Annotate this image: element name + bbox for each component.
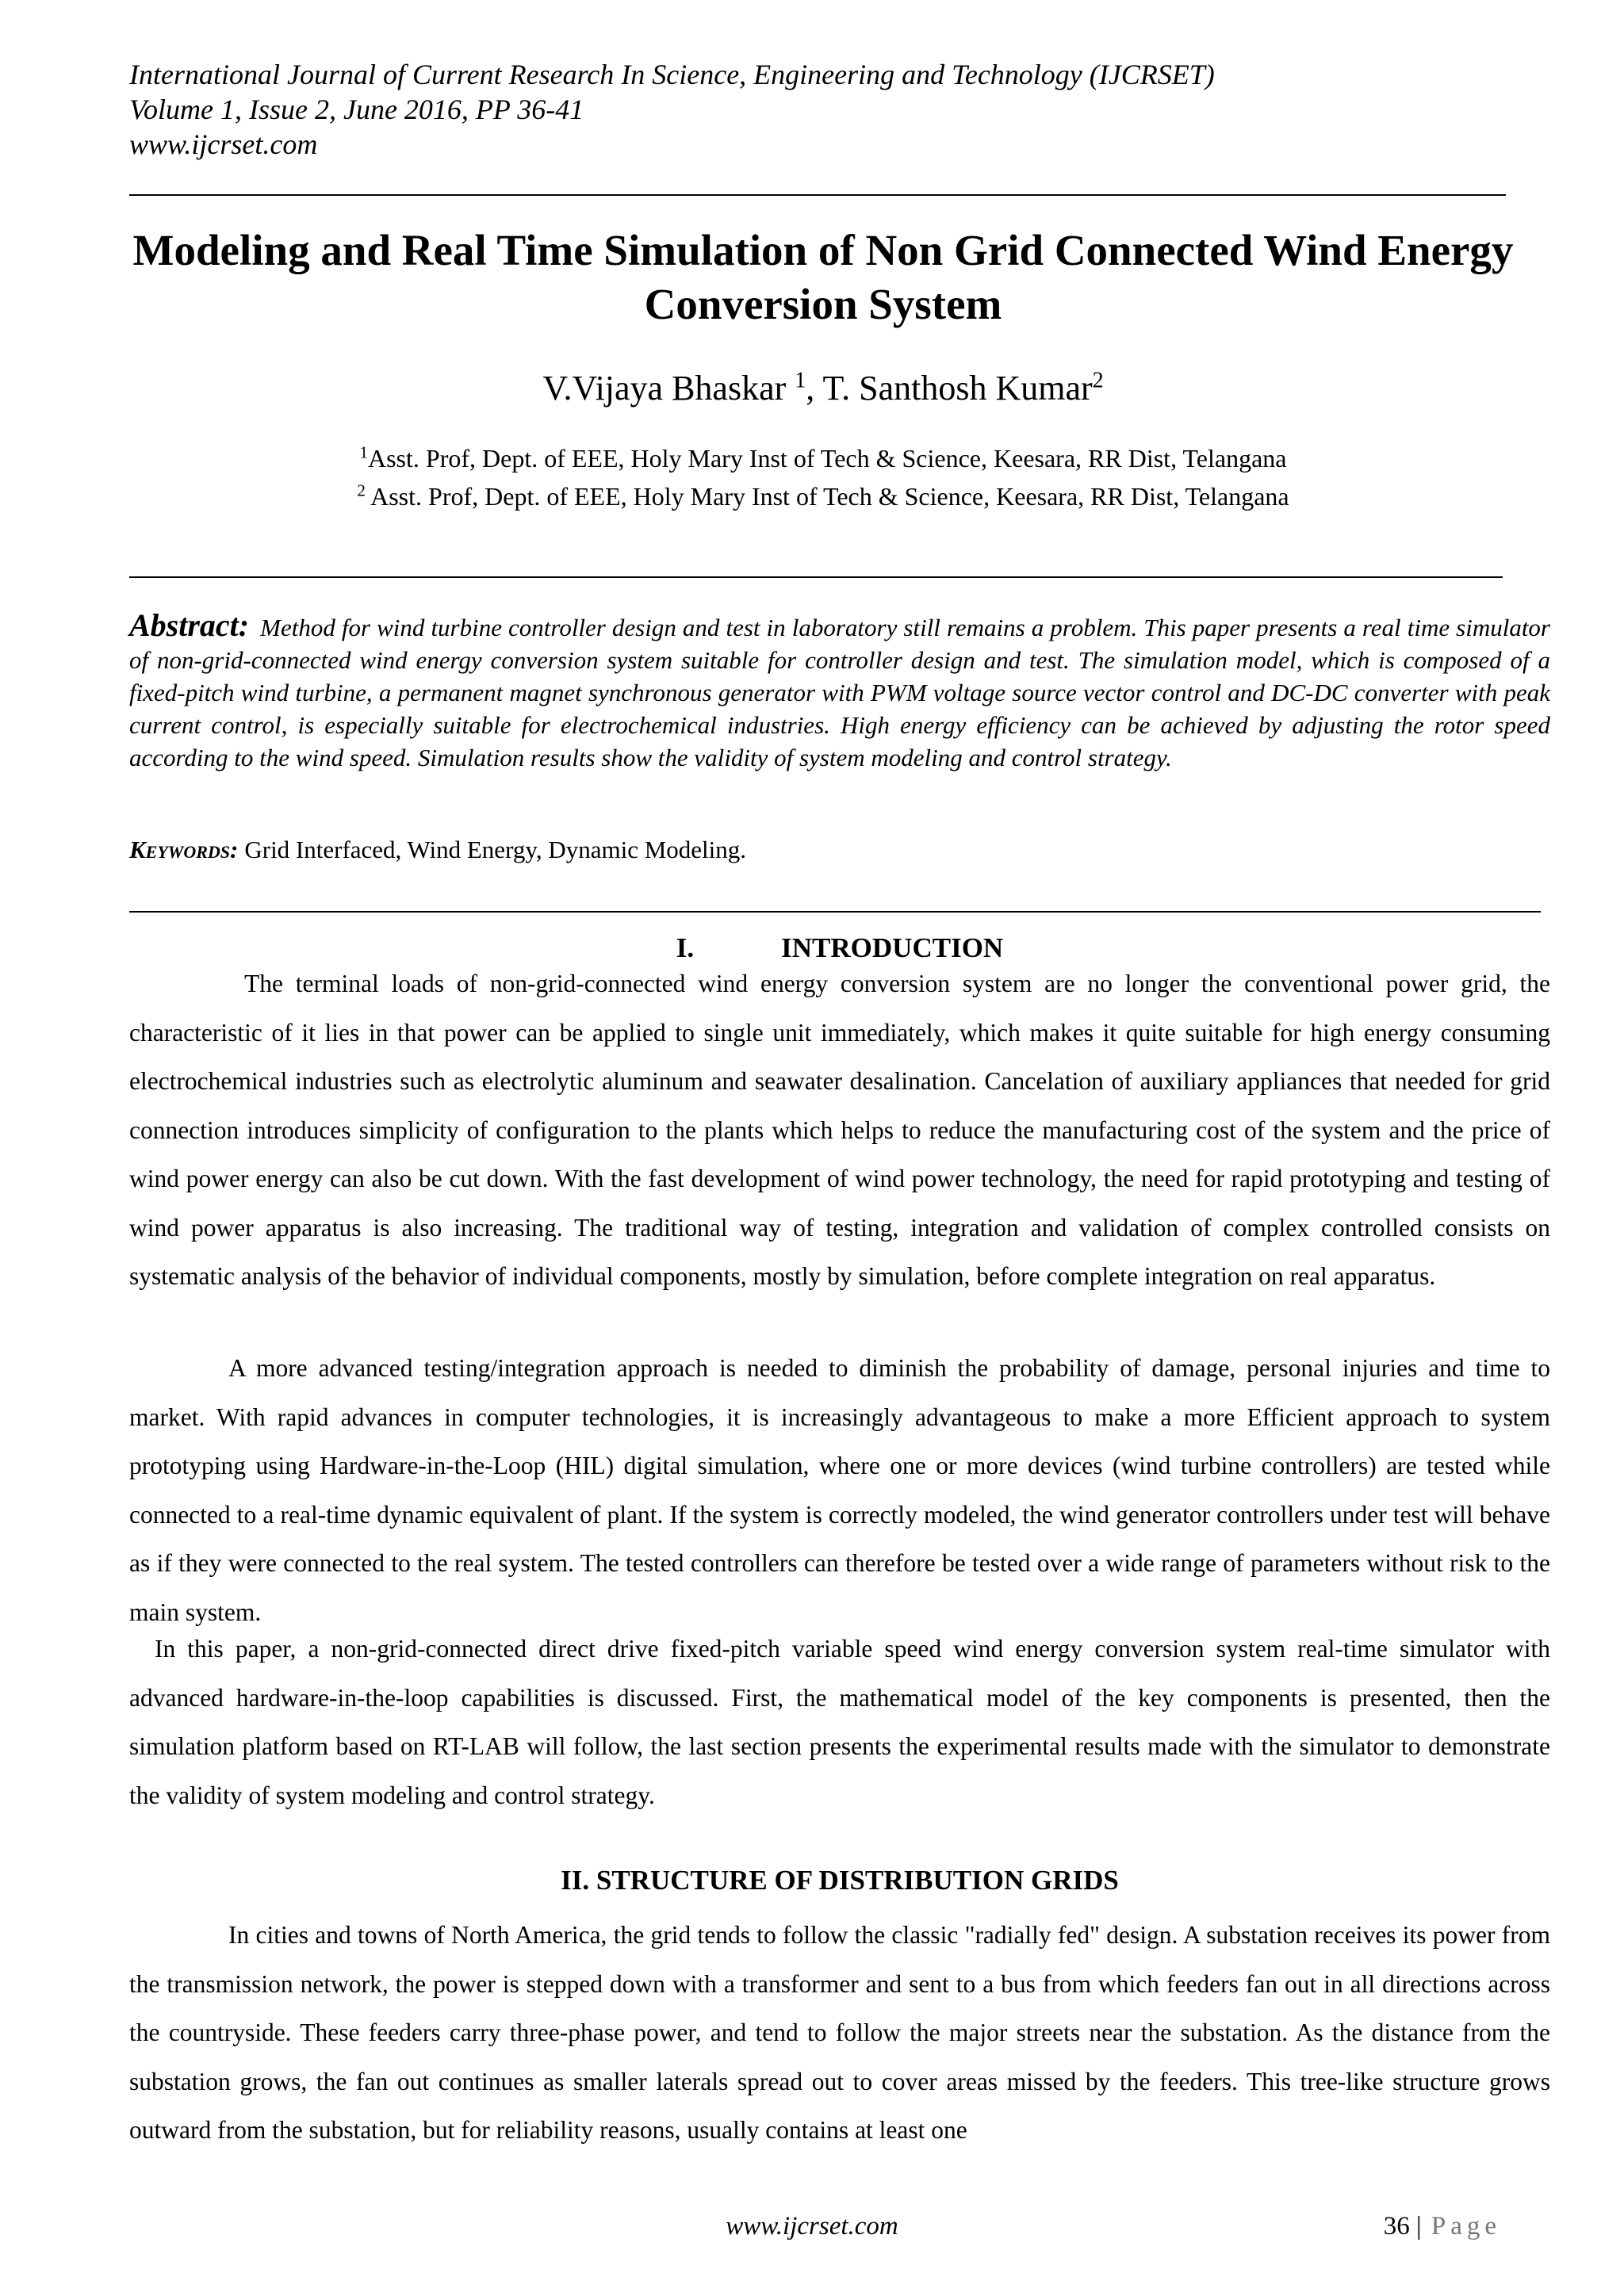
abstract-text: Method for wind turbine controller design and test in laboratory still remains a problem. This paper presents a real time simulator of non-grid-connected wind energy conversion system suitable for controller design and test. The simulation model, which is composed of a fixed-pitch wind turbine, a permanent magnet synchronous generator with PWM voltage source vector control and DC-DC converter with peak current control, is especially suitable for electrochemical industries. High energy efficiency can be achieved by adjusting the rotor speed according to the wind speed. Simulation results show the validity of system modeling and control strategy. <box>129 614 1550 771</box>
author-2-mark: 2 <box>1092 368 1104 393</box>
page-separator: | <box>1409 2212 1428 2241</box>
keywords-text: Grid Interfaced, Wind Energy, Dynamic Modeling. <box>244 836 746 863</box>
affiliations <box>129 439 1517 515</box>
page-word: Page <box>1431 2212 1501 2241</box>
affiliation-1 <box>129 439 1517 477</box>
intro-paragraph-1: The terminal loads of non-grid-connected wind energy conversion system are no longer the conventional power grid, the characteristic of it lies in that power can be applied to single unit immediately, which makes it quite suitable for high energy consuming electrochemical industries such as electrolytic aluminum and seawater desalination. Cancelation of auxiliary appliances that needed for grid connection introduces simplicity of configuration to the plants which helps to reduce the manufacturing cost of the system and the price of wind power energy can also be cut down. With the fast development of wind power technology, the need for rapid prototyping and testing of wind power apparatus is also increasing. The traditional way of testing, integration and validation of complex controlled consists on systematic analysis of the behavior of individual components, mostly by simulation, before complete integration on real apparatus. <box>129 970 1550 1290</box>
affiliation-1-text: Asst. Prof, Dept. of EEE, Holy Mary Inst of Tech & Science, Keesara, RR Dist, Telangana <box>367 444 1287 473</box>
journal-website: www.ijcrset.com <box>129 128 318 160</box>
section-1-number: I. <box>676 932 695 963</box>
intro-paragraph-3: In this paper, a non-grid-connected direct drive fixed-pitch variable speed wind energy conversion system real-time simulator with advanced hardware-in-the-loop capabilities is discussed. First, the mathematical model of the key components is presented, then the simulation platform based on RT-LAB will follow, the last section presents the experimental results made with the simulator to demonstrate the validity of system modeling and control strategy. <box>129 1635 1550 1809</box>
journal-name: International Journal of Current Research In Science, Engineering and Technology (IJCRSET) <box>129 59 1215 90</box>
abstract-bottom-divider <box>129 911 1541 913</box>
abstract-label: Abstract: <box>129 607 250 643</box>
intro-paragraph-2: A more advanced testing/integration approach is needed to diminish the probability of damage, personal injuries and time to market. With rapid advances in computer technologies, it is increasingly advantageous to make a more Efficient approach to system prototyping using Hardware-in-the-Loop (HIL) digital simulation, where one or more devices (wind turbine controllers) are tested while connected to a real-time dynamic equivalent of plant. If the system is correctly modeled, the wind generator controllers under test will behave as if they were connected to the real system. The tested controllers can therefore be tested over a wide range of parameters without risk to the main system. <box>129 1354 1550 1626</box>
journal-header <box>129 57 1517 162</box>
keywords-label: Keywords: <box>129 836 239 863</box>
header-divider <box>129 194 1506 196</box>
page-number-value: 36 <box>1383 2212 1410 2241</box>
section-2-heading: II. STRUCTURE OF DISTRIBUTION GRIDS <box>561 1865 1119 1896</box>
author-list <box>129 366 1517 411</box>
footer-website: www.ijcrset.com <box>726 2212 898 2241</box>
section-2-paragraph-1: In cities and towns of North America, the grid tends to follow the classic "radially fed" design. A substation receives its power from the transmission network, the power is stepped down with a transformer and sent to a bus from which feeders fan out in all directions across the countryside. These feeders carry three-phase power, and tend to follow the major streets near the substation. As the distance from the substation grows, the fan out continues as smaller laterals spread out to cover areas missed by the feeders. This tree-like structure grows outward from the substation, but for reliability reasons, usually contains at least one <box>129 1921 1550 2144</box>
paper-title <box>129 224 1517 331</box>
abstract <box>129 609 1550 774</box>
title-line-1: Modeling and Real Time Simulation of Non Grid Connected Wind Energy <box>132 226 1514 274</box>
abstract-top-divider <box>129 576 1503 578</box>
affiliation-2 <box>129 477 1517 515</box>
affiliation-1-mark: 1 <box>359 442 368 462</box>
affiliation-2-mark: 2 <box>357 480 366 500</box>
section-1-title: INTRODUCTION <box>781 932 1004 963</box>
keywords <box>129 834 1550 866</box>
author-1-mark: 1 <box>795 368 806 393</box>
affiliation-2-text: Asst. Prof, Dept. of EEE, Holy Mary Inst of Tech & Science, Keesara, RR Dist, Telangana <box>365 482 1289 511</box>
page-number <box>1384 2210 1501 2242</box>
author-1-name: V.Vijaya Bhaskar <box>542 369 795 408</box>
author-2-name: , T. Santhosh Kumar <box>806 369 1093 408</box>
title-line-2: Conversion System <box>644 280 1002 328</box>
journal-volume: Volume 1, Issue 2, June 2016, PP 36-41 <box>129 94 584 125</box>
